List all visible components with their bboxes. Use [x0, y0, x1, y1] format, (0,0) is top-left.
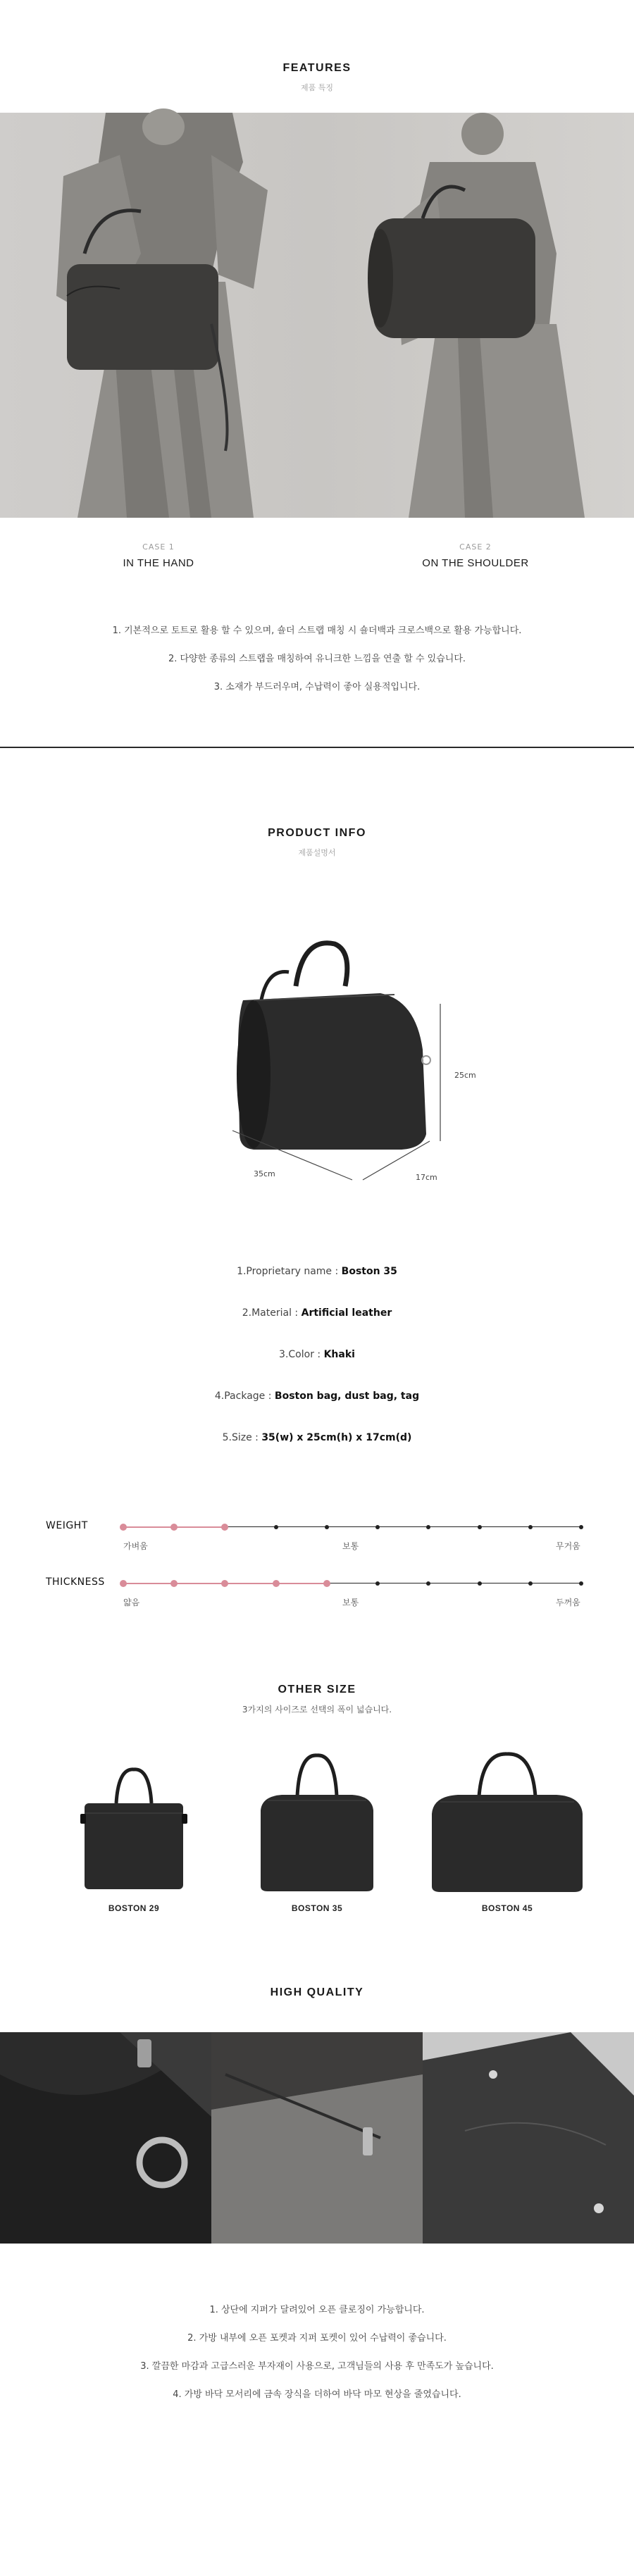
scale-dot [528, 1525, 533, 1529]
case-2 [317, 542, 634, 569]
size-option-29-label: BOSTON 29 [108, 1903, 160, 1913]
scale-tick-label: 두꺼움 [556, 1598, 580, 1607]
scale-dot [120, 1580, 127, 1587]
case-1 [0, 542, 317, 569]
bag-dimension-diagram [211, 937, 476, 1190]
width-label: 35cm [254, 1169, 275, 1178]
scale-dot [170, 1580, 178, 1587]
spec-value: Khaki [323, 1349, 355, 1360]
scale-tick-label: 얇음 [123, 1598, 140, 1607]
spec-label: 1.Proprietary name : [237, 1266, 342, 1277]
case-1-label: IN THE HAND [123, 557, 194, 569]
scale-dot [221, 1524, 228, 1531]
scale-dot [375, 1581, 380, 1586]
bag-29-image [70, 1754, 197, 1895]
product-specs [0, 1264, 634, 1472]
case-2-number: CASE 2 [459, 542, 492, 552]
interior-closeup [211, 2032, 423, 2244]
scale-dot [221, 1580, 228, 1587]
scale-dot [528, 1581, 533, 1586]
features-subtitle: 제품 특징 [300, 83, 333, 92]
section-divider [0, 747, 634, 748]
scale-tick-label: 가벼움 [123, 1541, 148, 1551]
spec-value: Boston bag, dust bag, tag [274, 1390, 420, 1402]
scale-dot [325, 1525, 329, 1529]
size-option-45-label: BOSTON 45 [481, 1903, 533, 1913]
quality-photos [0, 2032, 634, 2244]
spec-label: 3.Color : [279, 1349, 324, 1360]
features-line: 1. 기본적으로 토트로 활용 할 수 있으며, 숄더 스트랩 매칭 시 숄더백과 크로스백으로 활용 가능합니다. [112, 626, 522, 636]
bag-45-image [426, 1754, 588, 1895]
spec-label: 5.Size : [222, 1432, 262, 1443]
scale-dot [579, 1581, 583, 1586]
quality-line: 3. 깔끔한 마감과 고급스러운 부자재이 사용으로, 고객님들의 사용 후 만족도가 높습니다. [140, 2361, 494, 2372]
scale-dot [274, 1525, 278, 1529]
product-info-heading [0, 827, 634, 858]
scale-dot [426, 1525, 430, 1529]
size-option-35-label: BOSTON 35 [291, 1903, 343, 1913]
scale-tick-label: 보통 [342, 1598, 359, 1607]
scale-dot [426, 1581, 430, 1586]
scale-dot [120, 1524, 127, 1531]
size-option-29[interactable] [70, 1754, 197, 1923]
scale-dot [478, 1581, 482, 1586]
scale-dot [375, 1525, 380, 1529]
scale-dot [478, 1525, 482, 1529]
other-size-subtitle: 3가지의 사이즈로 선택의 폭이 넓습니다. [242, 1705, 392, 1715]
model-photo-illustration [0, 113, 634, 518]
spec-row [0, 1306, 634, 1348]
quality-line: 4. 가방 바닥 모서리에 금속 장식을 더하여 바닥 마모 현상을 줄였습니다. [173, 2389, 461, 2400]
features-photo [0, 113, 634, 518]
size-option-35[interactable] [254, 1754, 380, 1923]
quality-photo-interior [211, 2032, 423, 2244]
spec-row [0, 1348, 634, 1389]
spec-row [0, 1264, 634, 1306]
spec-label: 4.Package : [214, 1390, 275, 1402]
case-1-number: CASE 1 [142, 542, 175, 552]
other-size-heading [0, 1684, 634, 1715]
height-label: 25cm [454, 1071, 476, 1080]
thickness-scale-name: THICKNESS [46, 1576, 105, 1588]
scale-tick-label: 보통 [342, 1541, 359, 1551]
quality-photo-hardware [0, 2032, 211, 2244]
quality-title: HIGH QUALITY [270, 1986, 364, 1998]
scale-dot [170, 1524, 178, 1531]
product-info-subtitle: 제품설명서 [298, 848, 336, 857]
quality-description [0, 2303, 634, 2416]
quality-line: 2. 가방 내부에 오픈 포켓과 지퍼 포켓이 있어 수납력이 좋습니다. [187, 2333, 447, 2344]
quality-line: 1. 상단에 지퍼가 달려있어 오픈 클로징이 가능합니다. [209, 2305, 425, 2315]
size-option-45[interactable] [426, 1754, 588, 1923]
hardware-closeup [0, 2032, 211, 2244]
size-options [0, 1754, 634, 1923]
spec-row [0, 1389, 634, 1431]
corner-closeup [423, 2032, 634, 2244]
product-info-title: PRODUCT INFO [268, 827, 366, 839]
bag-illustration [237, 943, 430, 1150]
bag-35-image [254, 1754, 380, 1895]
quality-heading [0, 1986, 634, 1999]
scale-dot [579, 1525, 583, 1529]
spec-value: 35(w) x 25cm(h) x 17cm(d) [261, 1432, 412, 1443]
features-line: 3. 소재가 부드러우며, 수납력이 좋아 실용적입니다. [213, 682, 421, 692]
features-line: 2. 다양한 종류의 스트랩을 매칭하여 유니크한 느낌을 연출 할 수 있습니다. [168, 654, 466, 664]
weight-scale-name: WEIGHT [46, 1520, 88, 1531]
scale-tick-label: 무거움 [556, 1541, 580, 1551]
other-size-title: OTHER SIZE [278, 1684, 356, 1695]
spec-label: 2.Material : [242, 1307, 302, 1319]
features-description [0, 624, 634, 709]
weight-scale [46, 1520, 595, 1562]
depth-label: 17cm [416, 1173, 437, 1182]
features-title: FEATURES [282, 62, 352, 74]
spec-value: Artificial leather [301, 1307, 392, 1319]
spec-row [0, 1431, 634, 1472]
features-heading [0, 62, 634, 93]
spec-value: Boston 35 [341, 1266, 397, 1277]
thickness-scale [46, 1576, 595, 1619]
scale-dot [323, 1580, 330, 1587]
scale-dot [273, 1580, 280, 1587]
quality-photo-corner [423, 2032, 634, 2244]
case-2-label: ON THE SHOULDER [422, 557, 529, 569]
